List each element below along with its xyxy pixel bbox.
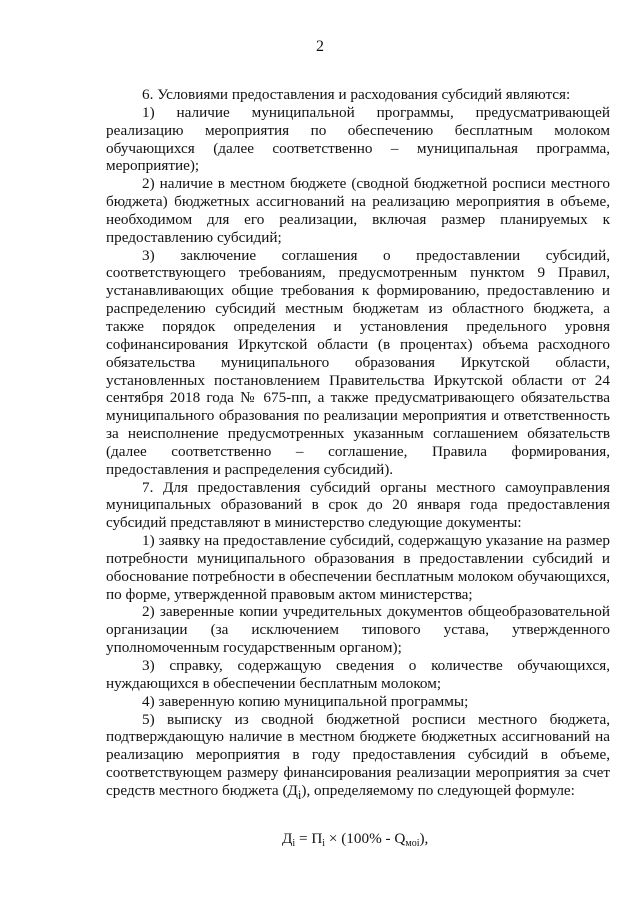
paragraph-7-item-5 [106, 711, 610, 805]
page-number: 2 [316, 38, 324, 55]
paragraph-7-item-3: 3) справку, содержащую сведения о количестве обучающихся, нуждающихся в обеспечении бесплатным молоком; [106, 657, 610, 692]
paragraph-6-item-1: 1) наличие муниципальной программы, предусматривающей реализацию мероприятия по обеспечению бесплатным молоком обучающихся (далее соответственно – муниципальная программа, мероприятие); [106, 103, 610, 175]
paragraph-6-item-3: 3) заключение соглашения о предоставлении субсидий, соответствующего требованиям, предусмотренным пунктом 9 Правил, устанавливающих общие требования к формированию, предоставлению и распределению субсидий местным бюджетам из областного бюджета, а также порядок определения и установления предельного уровня софинансирования Иркутской области (в процентах) объема расходного обязательства муниципального образования Иркутской области, установленных постановлением Правительства Иркутской области от 24 сентября 2018 года № 675-пп, а также предусматривающего обязательства муниципального образования по реализации мероприятия и ответственность за неисполнение предусмотренных указанным соглашением обязательств (далее соответственно – соглашение, Правила формирования, предоставления и распределения субсидий). [106, 246, 610, 478]
paragraph-7-item-5-text: 5) выписку из сводной бюджетной росписи местного бюджета, подтверждающую наличие в местном бюджете бюджетных ассигнований на реализацию мероприятия в году предоставления субсидий в объеме, соответствующем размеру финансирования реализации мероприятия за счет средств местного бюджета (Д [106, 710, 610, 799]
formula-times: × (100% - Q [325, 829, 406, 847]
paragraph-7-title: 7. Для предоставления субсидий органы местного самоуправления муниципальных образований в срок до 20 января года предоставления субсидий представляют в министерство следующие документы: [106, 478, 610, 532]
formula-middle: = П [295, 829, 323, 847]
paragraph-6-item-2: 2) наличие в местном бюджете (сводной бюджетной росписи местного бюджета) бюджетных ассигнований на реализацию мероприятия в объеме, необходимом для его реализации, включая размер планируемых к предоставлению субсидий; [106, 175, 610, 246]
formula-q-subscript: моi [405, 837, 420, 849]
formula-lhs: Д [282, 829, 293, 847]
paragraph-7-item-1: 1) заявку на предоставление субсидий, содержащую указание на размер потребности муниципального образования в предоставлении субсидий и обоснование потребности в обеспечении бесплатным молоком обучающихся, по форме, утвержденной правовым актом министерства; [106, 532, 610, 603]
formula-end: ), [419, 829, 429, 847]
formula [106, 830, 610, 853]
formula-middle-subscript: i [322, 837, 326, 849]
subscript-i: i [297, 787, 302, 802]
paragraph-7-item-2: 2) заверенные копии учредительных документов общеобразовательной организации (за исключением типового устава, утвержденного уполномоченным государственным органом); [106, 603, 610, 657]
document-body [106, 86, 610, 853]
paragraph-7-item-4: 4) заверенную копию муниципальной программы; [142, 692, 469, 710]
paragraph-7-item-5-tail: ), определяемому по следующей формуле: [301, 781, 575, 799]
formula-lhs-subscript: i [292, 837, 296, 849]
paragraph-6-title: 6. Условиями предоставления и расходования субсидий являются: [142, 86, 571, 103]
